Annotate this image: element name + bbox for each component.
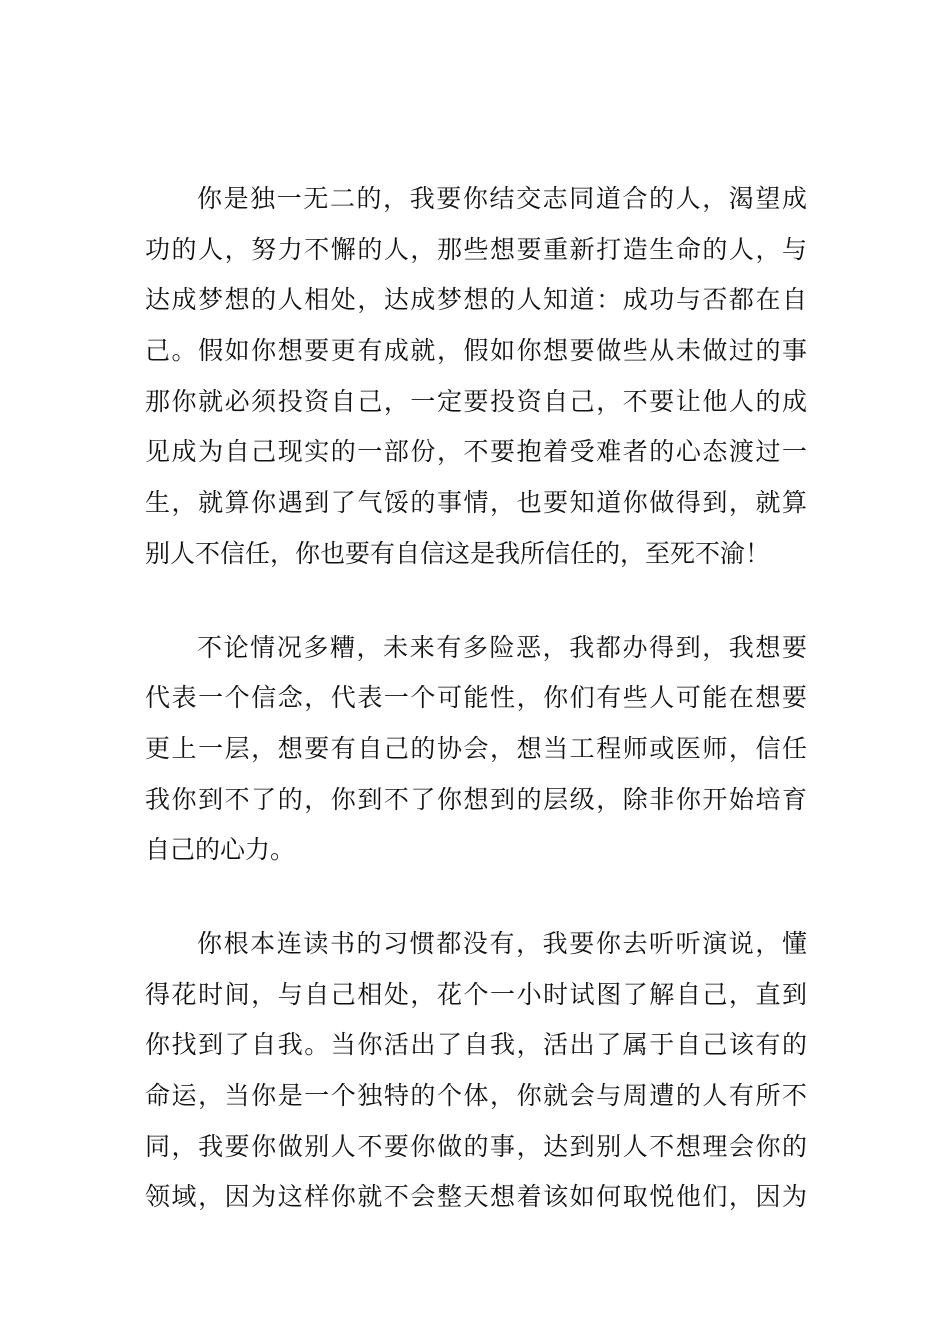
document-body [145, 174, 807, 1223]
paragraph-3-line-1: 你根本连读书的习惯都没有，我要你去听听演说，懂 [197, 928, 807, 958]
paragraph-2 [145, 623, 807, 876]
paragraph-2-line-3: 更上一层，想要有自己的协会，想当工程师或医师，信任 [145, 733, 807, 763]
paragraph-1-line-5: 那你就必须投资自己，一定要投资自己，不要让他人的成 [145, 386, 807, 416]
paragraph-2-line-1: 不论情况多糟，未来有多险恶，我都办得到，我想要 [197, 632, 807, 662]
paragraph-1-line-6: 见成为自己现实的一部份，不要抱着受难者的心态渡过一 [145, 437, 807, 467]
paragraph-spacer [145, 876, 807, 919]
paragraph-3-line-4: 命运，当你是一个独特的个体，你就会与周遭的人有所不 [145, 1081, 807, 1110]
paragraph-3-line-3: 你找到了自我。当你活出了自我，活出了属于自己该有的 [145, 1030, 807, 1060]
paragraph-1-line-7: 生，就算你遇到了气馁的事情，也要知道你做得到，就算 [145, 488, 807, 518]
paragraph-1-line-3: 达成梦想的人相处，达成梦想的人知道：成功与否都在自 [145, 285, 807, 315]
paragraph-3-line-6: 领域，因为这样你就不会整天想着该如何取悦他们，因为 [145, 1182, 807, 1212]
paragraph-3-line-2: 得花时间，与自己相处，花个一小时试图了解自己，直到 [145, 979, 807, 1009]
paragraph-1 [145, 174, 807, 580]
paragraph-2-line-5: 自己的心力。 [145, 835, 296, 865]
paragraph-1-line-4: 己。假如你想要更有成就，假如你想要做些从未做过的事 [145, 336, 807, 366]
paragraph-1-line-2: 功的人，努力不懈的人，那些想要重新打造生命的人，与 [145, 234, 807, 264]
paragraph-2-line-4: 我你到不了的，你到不了你想到的层级，除非你开始培育 [145, 784, 807, 814]
paragraph-1-line-8: 别人不信任，你也要有自信这是我所信任的，至死不渝！ [145, 538, 771, 568]
paragraph-spacer [145, 580, 807, 623]
paragraph-2-line-2: 代表一个信念，代表一个可能性，你们有些人可能在想要 [145, 683, 807, 713]
paragraph-3 [145, 919, 807, 1223]
paragraph-1-line-1: 你是独一无二的，我要你结交志同道合的人，渴望成 [197, 184, 807, 213]
paragraph-3-line-5: 同，我要你做别人不要你做的事，达到别人不想理会你的 [145, 1131, 807, 1161]
